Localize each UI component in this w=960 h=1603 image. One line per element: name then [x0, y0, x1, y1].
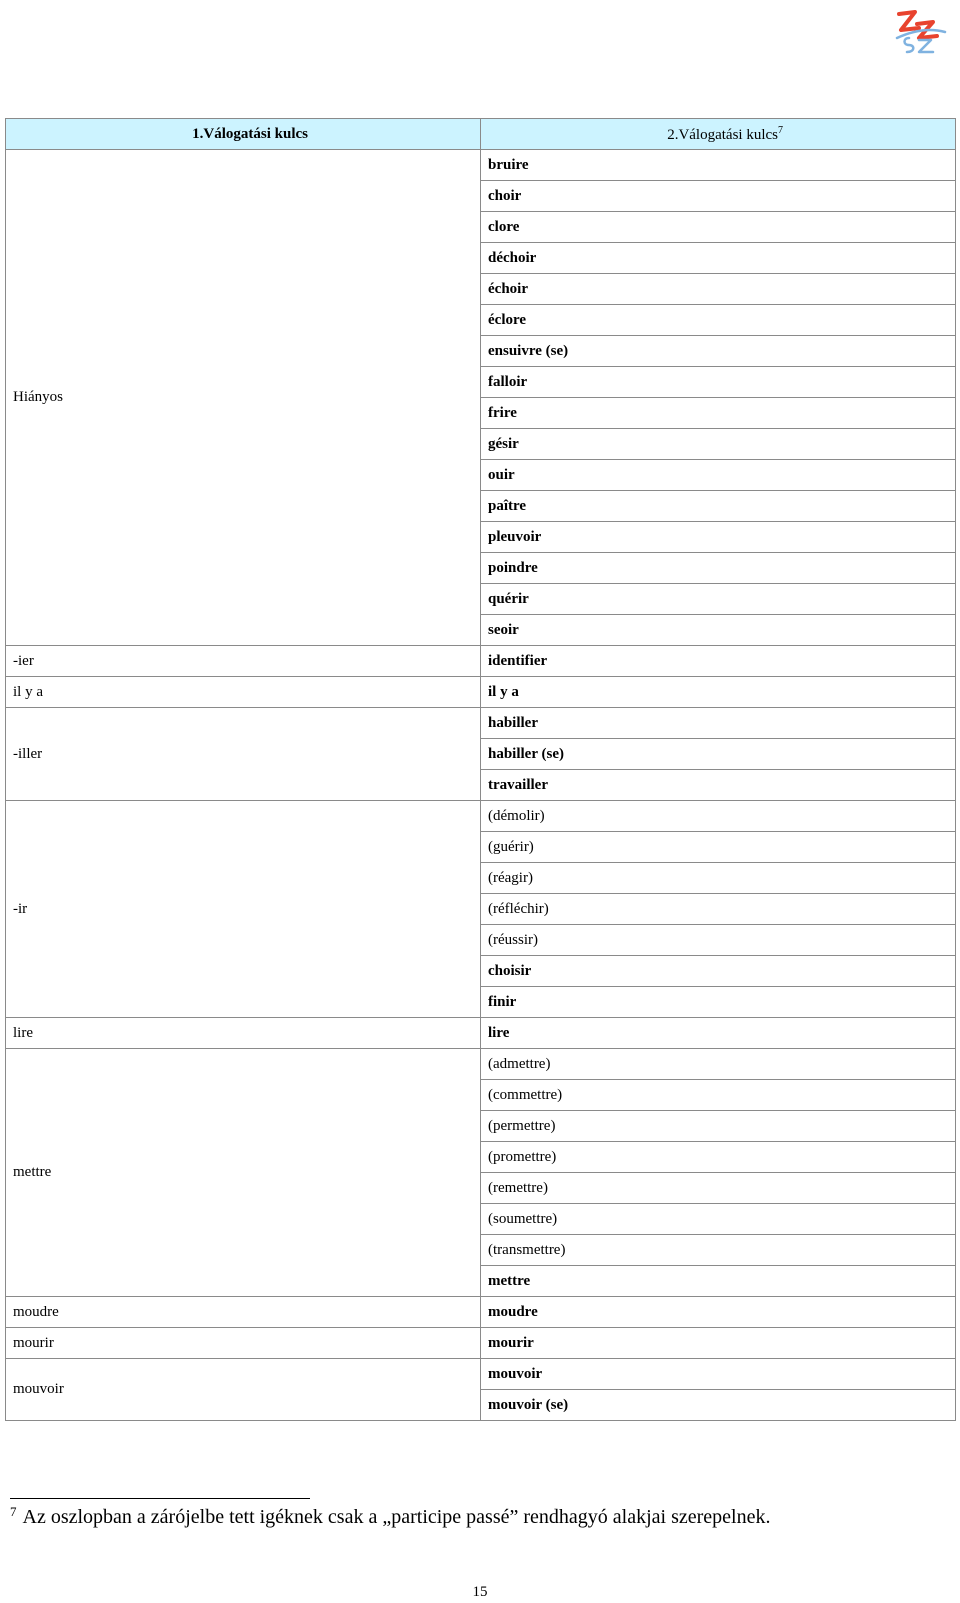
table-row — [6, 1049, 956, 1080]
verb-cell: mouvoir (se) — [481, 1390, 956, 1421]
footnote-number: 7 — [10, 1504, 17, 1519]
sort-key-1-cell: Hiányos — [6, 150, 481, 646]
verb-sort-table — [5, 118, 956, 1421]
sort-key-1-cell: lire — [6, 1018, 481, 1049]
verb-cell: (promettre) — [481, 1142, 956, 1173]
table-row — [6, 1359, 956, 1390]
verb-cell: (transmettre) — [481, 1235, 956, 1266]
verb-cell: mettre — [481, 1266, 956, 1297]
verb-cell: il y a — [481, 677, 956, 708]
verb-cell: choisir — [481, 956, 956, 987]
table-row — [6, 646, 956, 677]
header-sort-key-2-label: 2.Válogatási kulcs — [667, 126, 778, 143]
footnote-ref-7: 7 — [778, 124, 783, 136]
sort-key-1-cell: mourir — [6, 1328, 481, 1359]
verb-cell: poindre — [481, 553, 956, 584]
table-row — [6, 1018, 956, 1049]
verb-cell: paître — [481, 491, 956, 522]
verb-cell: moudre — [481, 1297, 956, 1328]
verb-cell: (permettre) — [481, 1111, 956, 1142]
verb-cell: (démolir) — [481, 801, 956, 832]
verb-cell: (guérir) — [481, 832, 956, 863]
verb-cell: mourir — [481, 1328, 956, 1359]
sort-key-1-cell: il y a — [6, 677, 481, 708]
verb-cell: falloir — [481, 367, 956, 398]
sort-key-1-cell: -iller — [6, 708, 481, 801]
footnote-text: Az oszlopban a zárójelbe tett igéknek csak a „participe passé” rendhagyó alakjai szerepelnek. — [22, 1506, 771, 1528]
header-sort-key-1: 1.Válogatási kulcs — [6, 119, 481, 150]
sz-logo — [893, 8, 949, 54]
verb-cell: bruire — [481, 150, 956, 181]
verb-cell: clore — [481, 212, 956, 243]
verb-cell: échoir — [481, 274, 956, 305]
verb-cell: éclore — [481, 305, 956, 336]
sort-key-1-cell: mettre — [6, 1049, 481, 1297]
verb-cell: (remettre) — [481, 1173, 956, 1204]
table-header-row — [6, 119, 956, 150]
verb-cell: habiller (se) — [481, 739, 956, 770]
footnote — [10, 1506, 770, 1529]
sort-key-1-cell: moudre — [6, 1297, 481, 1328]
verb-cell: frire — [481, 398, 956, 429]
verb-cell: (réfléchir) — [481, 894, 956, 925]
verb-cell: déchoir — [481, 243, 956, 274]
verb-cell: gésir — [481, 429, 956, 460]
page-number: 15 — [472, 1584, 488, 1600]
table-row — [6, 708, 956, 739]
verb-cell: travailler — [481, 770, 956, 801]
verb-cell: pleuvoir — [481, 522, 956, 553]
verb-cell: choir — [481, 181, 956, 212]
verb-cell: (réagir) — [481, 863, 956, 894]
verb-cell: habiller — [481, 708, 956, 739]
verb-cell: ouir — [481, 460, 956, 491]
sort-key-1-cell: -ier — [6, 646, 481, 677]
table-row — [6, 150, 956, 181]
header-sort-key-2 — [481, 119, 956, 150]
verb-cell: (soumettre) — [481, 1204, 956, 1235]
verb-cell: quérir — [481, 584, 956, 615]
verb-cell: (admettre) — [481, 1049, 956, 1080]
sort-key-1-cell: -ir — [6, 801, 481, 1018]
verb-cell: lire — [481, 1018, 956, 1049]
verb-cell: seoir — [481, 615, 956, 646]
table-row — [6, 677, 956, 708]
verb-cell: (réussir) — [481, 925, 956, 956]
table-row — [6, 1297, 956, 1328]
table-row — [6, 801, 956, 832]
verb-cell: mouvoir — [481, 1359, 956, 1390]
verb-cell: ensuivre (se) — [481, 336, 956, 367]
verb-cell: finir — [481, 987, 956, 1018]
verb-cell: identifier — [481, 646, 956, 677]
footnote-separator — [10, 1498, 310, 1499]
table-row — [6, 1328, 956, 1359]
sort-key-1-cell: mouvoir — [6, 1359, 481, 1421]
verb-cell: (commettre) — [481, 1080, 956, 1111]
